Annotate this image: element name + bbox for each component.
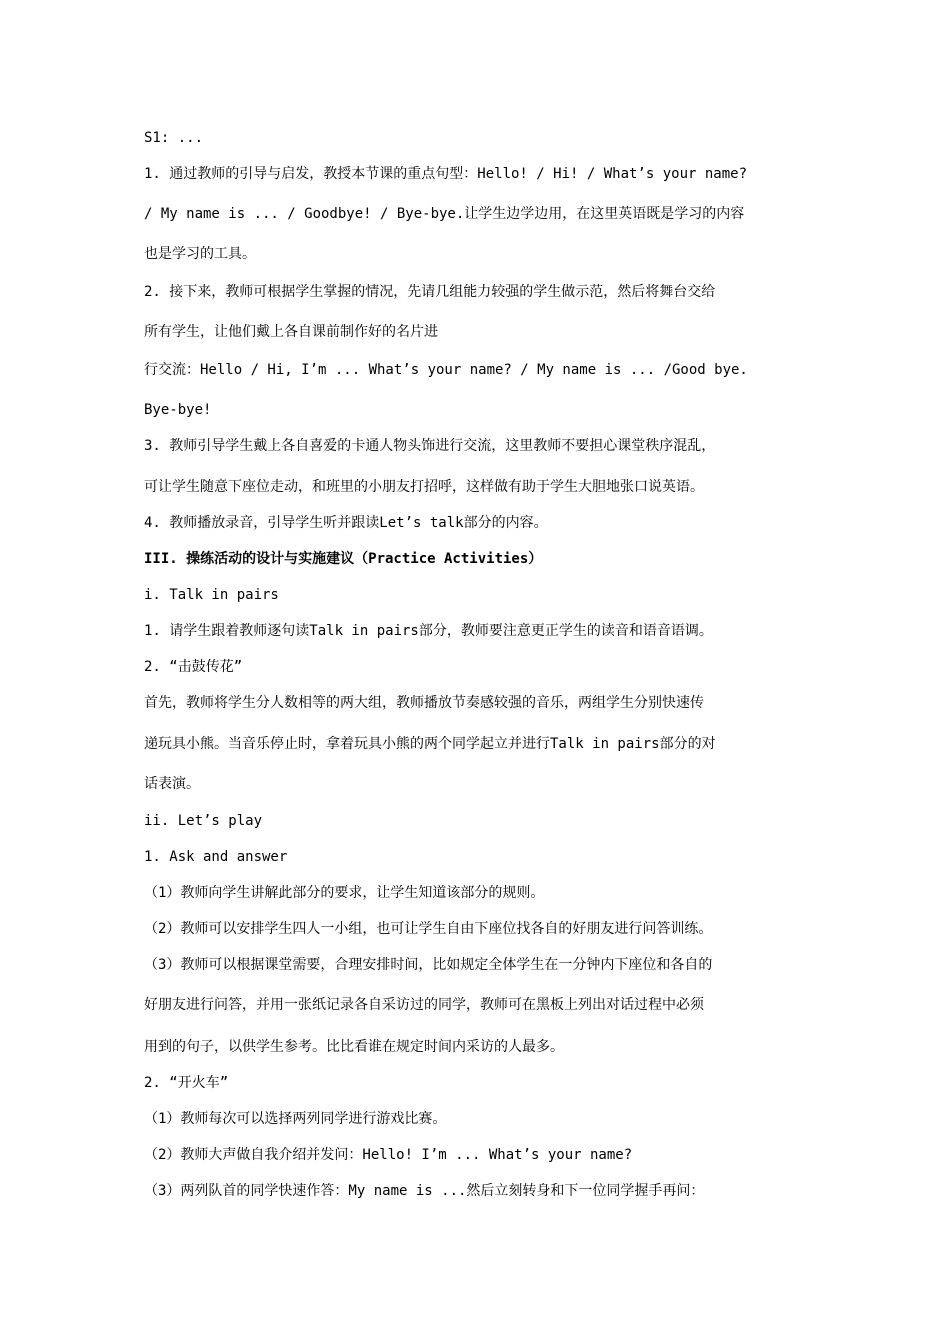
text-line: （1）教师向学生讲解此部分的要求，让学生知道该部分的规则。 bbox=[144, 885, 545, 901]
text-line: 也是学习的工具。 bbox=[144, 246, 256, 262]
text-line: 1. Ask and answer bbox=[144, 849, 288, 865]
text-line: 用到的句子，以供学生参考。比比看谁在规定时间内采访的人最多。 bbox=[144, 1039, 564, 1055]
text-line: （1）教师每次可以选择两列同学进行游戏比赛。 bbox=[144, 1111, 447, 1127]
text-line: 3. 教师引导学生戴上各自喜爱的卡通人物头饰进行交流，这里教师不要担心课堂秩序混乱， bbox=[144, 438, 716, 454]
section-heading: III. 操练活动的设计与实施建议（Practice Activities） bbox=[144, 551, 543, 567]
text-line: 1. 请学生跟着教师逐句读Talk in pairs部分，教师要注意更正学生的读音和语音语调。 bbox=[144, 623, 713, 639]
text-line: S1: ... bbox=[144, 130, 204, 146]
text-line: 首先，教师将学生分人数相等的两大组，教师播放节奏感较强的音乐，两组学生分别快速传 bbox=[144, 695, 704, 711]
subsection-heading: ii. Let’s play bbox=[144, 813, 263, 829]
text-line: 1. 通过教师的引导与启发，教授本节课的重点句型：Hello! / Hi! / What’s your name? bbox=[144, 166, 748, 182]
text-line: 2. “开火车” bbox=[144, 1075, 229, 1091]
text-line: 4. 教师播放录音，引导学生听并跟读Let’s talk部分的内容。 bbox=[144, 515, 548, 531]
text-line: （2）教师可以安排学生四人一小组，也可让学生自由下座位找各自的好朋友进行问答训练。 bbox=[144, 921, 713, 937]
text-line: （3）两列队首的同学快速作答：My name is ...然后立刻转身和下一位同学握手再问： bbox=[144, 1183, 705, 1199]
text-line: 话表演。 bbox=[144, 776, 200, 792]
text-line: 2. “击鼓传花” bbox=[144, 659, 243, 675]
text-line: 行交流：Hello / Hi, I’m ... What’s your name? / My name is ... /Good bye. bbox=[144, 362, 748, 378]
text-line: 好朋友进行问答，并用一张纸记录各自采访过的同学，教师可在黑板上列出对话过程中必须 bbox=[144, 997, 704, 1013]
text-line: （3）教师可以根据课堂需要，合理安排时间，比如规定全体学生在一分钟内下座位和各自的 bbox=[144, 957, 713, 973]
subsection-heading: i. Talk in pairs bbox=[144, 587, 279, 603]
text-line: 可让学生随意下座位走动，和班里的小朋友打招呼，这样做有助于学生大胆地张口说英语。 bbox=[144, 479, 704, 495]
text-line: （2）教师大声做自我介绍并发问：Hello! I’m ... What’s your name? bbox=[144, 1147, 633, 1163]
text-line: / My name is ... / Goodbye! / Bye-bye.让学生边学边用，在这里英语既是学习的内容 bbox=[144, 206, 745, 222]
text-line: 所有学生，让他们戴上各自课前制作好的名片进 bbox=[144, 324, 438, 340]
text-line: 递玩具小熊。当音乐停止时，拿着玩具小熊的两个同学起立并进行Talk in pairs部分的对 bbox=[144, 736, 716, 752]
text-line: 2. 接下来，教师可根据学生掌握的情况，先请几组能力较强的学生做示范，然后将舞台交给 bbox=[144, 284, 716, 300]
text-line: Bye-bye! bbox=[144, 402, 212, 418]
